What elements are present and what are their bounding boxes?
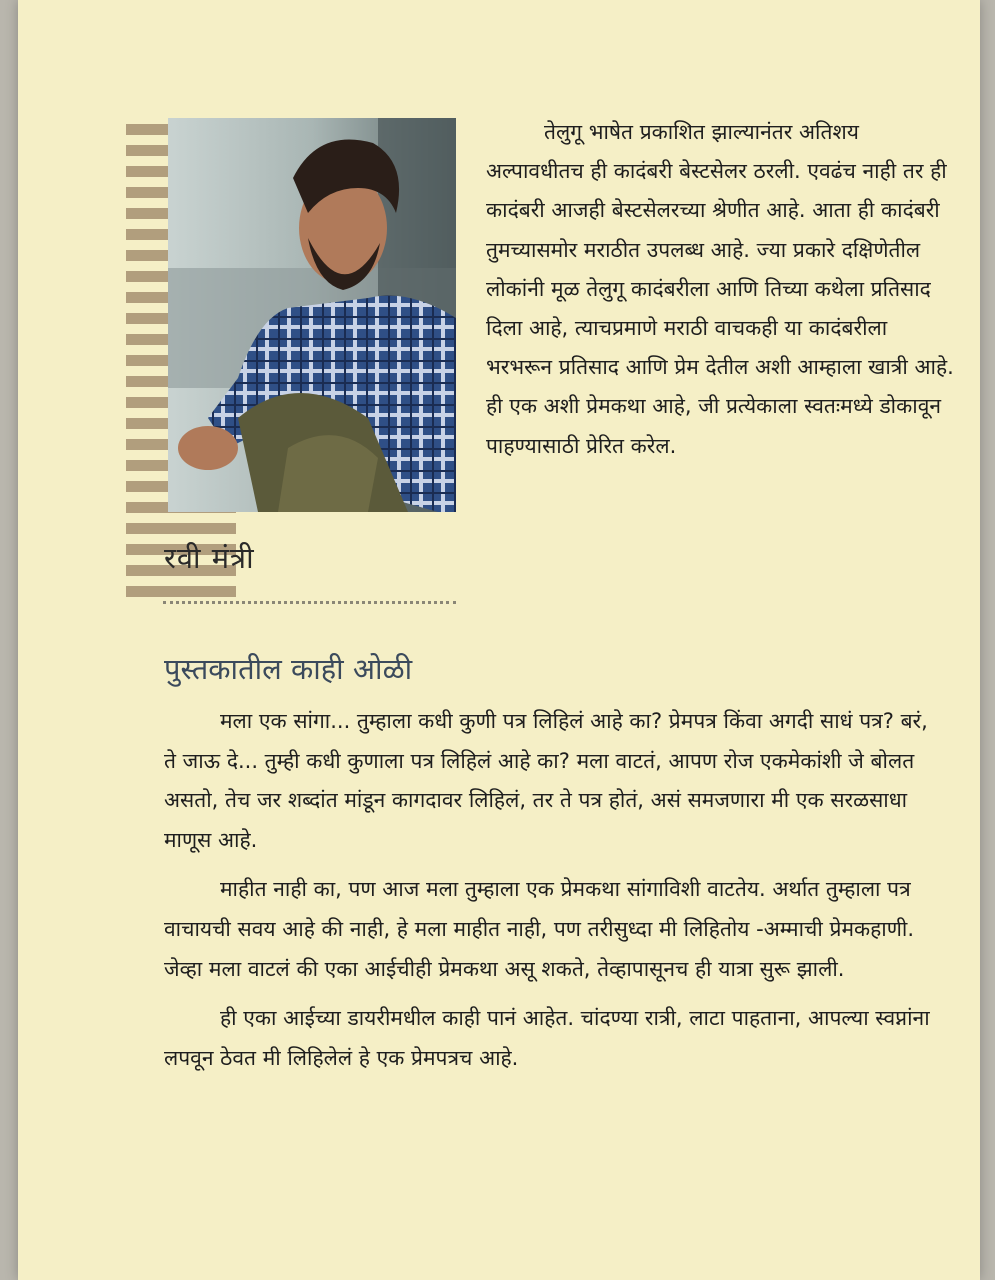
excerpt-paragraph: माहीत नाही का, पण आज मला तुम्हाला एक प्रेमकथा सांगाविशी वाटतेय. अर्थात तुम्हाला पत्र वाचायची सवय आहे की नाही, हे मला माहीत नाही, पण तरीसुध्दा मी लिहितोय -अम्माची प्रेमकहाणी. जेव्हा मला वाटलं की एका आईचीही प्रेमकथा असू शकते, तेव्हापासूनच ही यात्रा सुरू झाली. bbox=[164, 877, 915, 981]
excerpt-body bbox=[164, 702, 934, 1088]
excerpt-paragraph: मला एक सांगा... तुम्हाला कधी कुणी पत्र लिहिलं आहे का? प्रेमपत्र किंवा अगदी साधं पत्र? बरं, ते जाऊ दे... तुम्ही कधी कुणाला पत्र लिहिलं आहे का? मला वाटतं, आपण रोज एकमेकांशी जे बोलत असतो, तेच जर शब्दांत मांडून कागदावर लिहिलं, तर ते पत्र होतं, असं समजणारा मी एक सरळसाधा माणूस आहे. bbox=[164, 709, 928, 852]
excerpt-paragraph: ही एका आईच्या डायरीमधील काही पानं आहेत. चांदण्या रात्री, लाटा पाहताना, आपल्या स्वप्नांना लपवून ठेवत मी लिहिलेलं हे एक प्रेमपत्रच आहे. bbox=[164, 1006, 930, 1070]
section-title: पुस्तकातील काही ओळी bbox=[164, 652, 413, 686]
author-name: रवी मंत्री bbox=[164, 541, 255, 575]
author-photo bbox=[168, 118, 456, 512]
dotted-divider bbox=[163, 601, 456, 604]
book-page bbox=[18, 0, 980, 1280]
intro-paragraph: तेलुगू भाषेत प्रकाशित झाल्यानंतर अतिशय अल्पावधीतच ही कादंबरी बेस्टसेलर ठरली. एवढंच नाही तर ही कादंबरी आजही बेस्टसेलरच्या श्रेणीत आहे. आता ही कादंबरी तुमच्यासमोर मराठीत उपलब्ध आहे. ज्या प्रकारे दक्षिणेतील लोकांनी मूळ तेलुगू कादंबरीला आणि तिच्या कथेला प्रतिसाद दिला आहे, त्याचप्रमाणे मराठी वाचकही या कादंबरीला भरभरून प्रतिसाद आणि प्रेम देतील अशी आम्हाला खात्री आहे. ही एक अशी प्रेमकथा आहे, जी प्रत्येकाला स्वतःमध्ये डोकावून पाहण्यासाठी प्रेरित करेल. bbox=[486, 120, 954, 458]
